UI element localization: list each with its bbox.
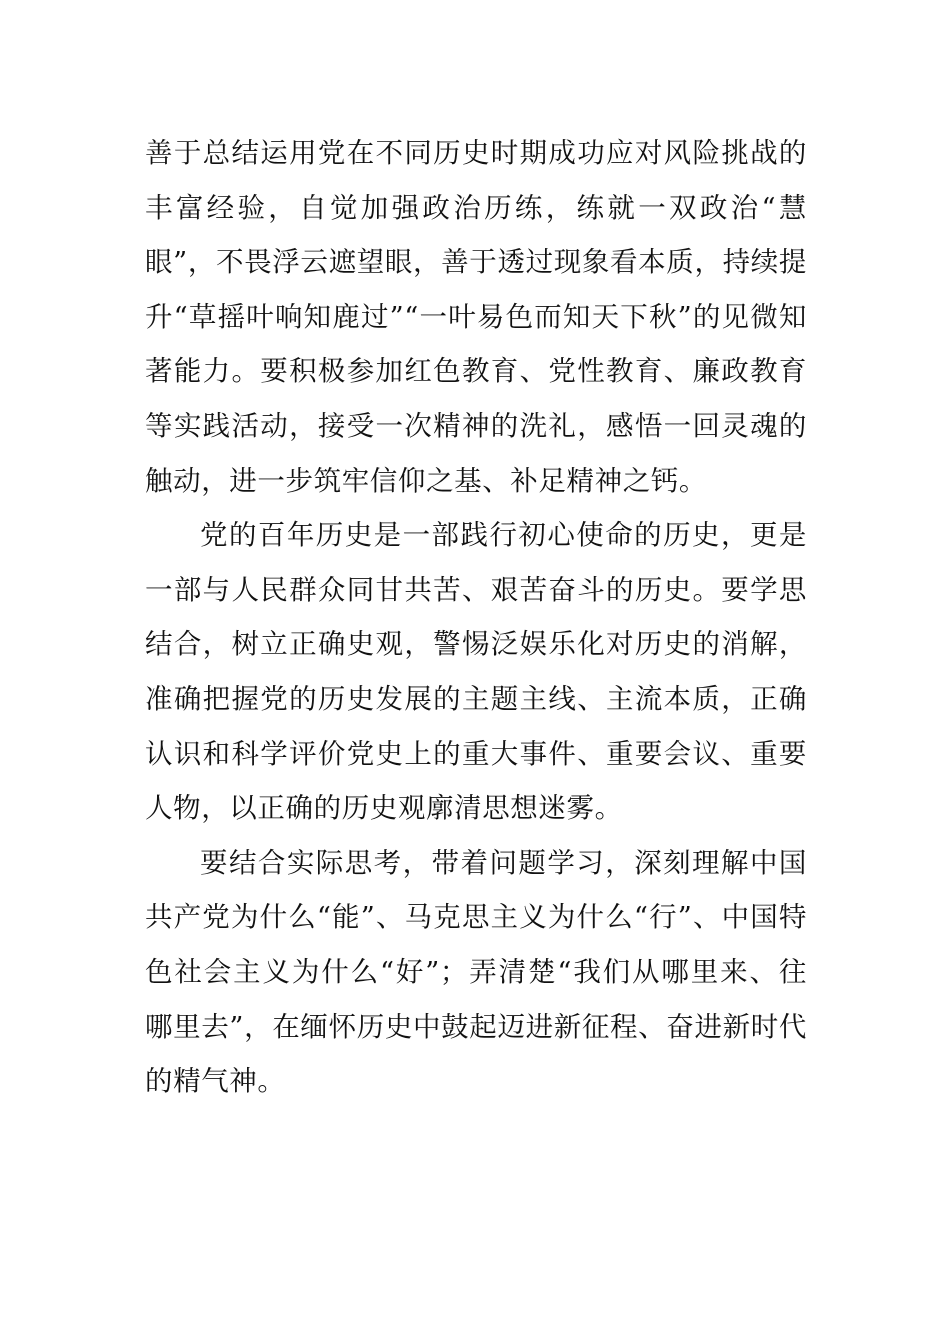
paragraph-3: 要结合实际思考，带着问题学习，深刻理解中国共产党为什么“能”、马克思主义为什么“行”、中国特色社会主义为什么“好”；弄清楚“我们从哪里来、往哪里去”，在缅怀历史中鼓起迈进新征程、奋进新时代的精气神。	[145, 846, 807, 1098]
document-body	[145, 126, 807, 1109]
paragraph-2: 党的百年历史是一部践行初心使命的历史，更是一部与人民群众同甘共苦、艰苦奋斗的历史。要学思结合，树立正确史观，警惕泛娱乐化对历史的消解，准确把握党的历史发展的主题主线、主流本质，正确认识和科学评价党史上的重大事件、重要会议、重要人物，以正确的历史观廓清思想迷雾。	[145, 519, 807, 825]
paragraph-1: 善于总结运用党在不同历史时期成功应对风险挑战的丰富经验，自觉加强政治历练，练就一双政治“慧眼”，不畏浮云遮望眼，善于透过现象看本质，持续提升“草摇叶响知鹿过”“一叶易色而知天下秋”的见微知著能力。要积极参加红色教育、党性教育、廉政教育等实践活动，接受一次精神的洗礼，感悟一回灵魂的触动，进一步筑牢信仰之基、补足精神之钙。	[145, 137, 807, 497]
